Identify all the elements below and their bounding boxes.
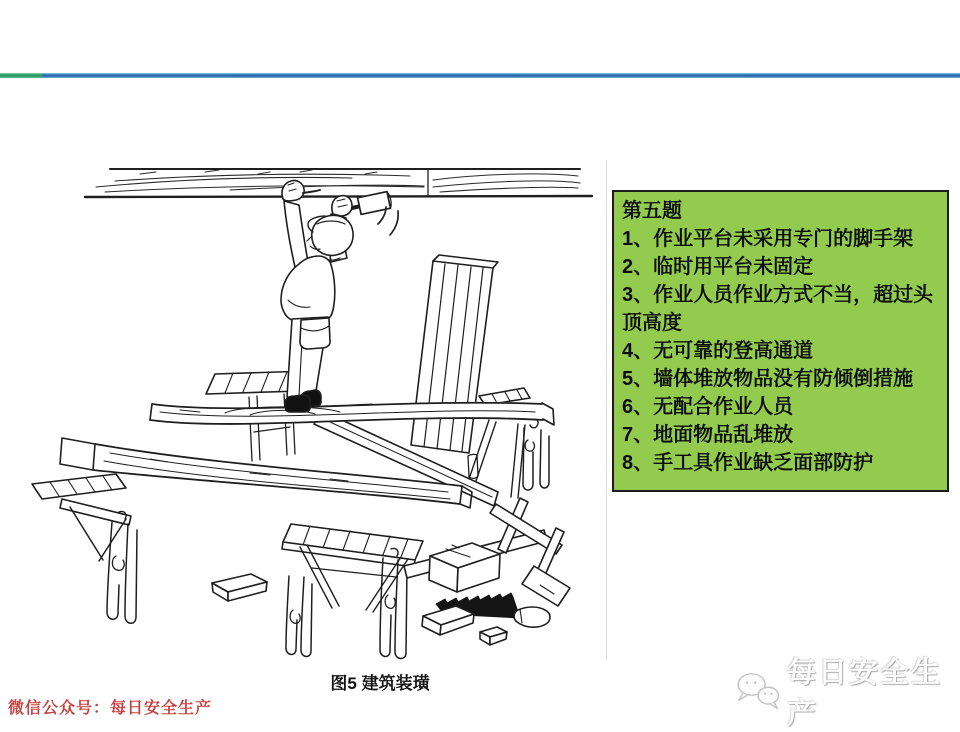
answer-box	[612, 190, 949, 492]
worker-pouch	[300, 318, 330, 349]
worker	[281, 180, 398, 412]
answer-item: 2、临时用平台未固定	[622, 256, 814, 278]
worker-shoe	[285, 395, 310, 412]
answer-item: 8、手工具作业缺乏面部防护	[622, 452, 874, 474]
watermark-text: 每日安全生产	[787, 657, 943, 730]
divider-blue-segment	[42, 73, 960, 78]
top-divider-line	[0, 73, 960, 78]
left-bench	[32, 474, 126, 499]
ceiling	[85, 169, 592, 197]
answer-item: 6、无配合作业人员	[622, 396, 794, 418]
answer-item: 3、作业人员作业方式不当，超过头顶高度	[622, 284, 934, 334]
motion-arcs	[378, 207, 398, 235]
worker-left-arm	[284, 201, 308, 267]
plane-box	[429, 543, 500, 592]
nail	[303, 190, 320, 193]
answer-item: 7、地面物品乱堆放	[622, 424, 794, 446]
answer-item: 1、作业平台未采用专门的脚手架	[622, 228, 914, 250]
saw-handle	[514, 607, 550, 627]
answer-box-title: 第五题	[622, 200, 682, 222]
main-plank	[150, 402, 554, 425]
worker-torso	[281, 256, 335, 322]
worker-head	[307, 215, 353, 255]
construction-illustration	[30, 140, 610, 680]
answer-item: 5、墙体堆放物品没有防倾倒措施	[622, 368, 914, 390]
divider-green-segment	[0, 73, 42, 78]
wechat-icon	[733, 669, 783, 713]
left-trestle	[60, 499, 137, 623]
wechat-account-footer: 微信公众号：每日安全生产	[8, 700, 213, 717]
center-bench	[282, 524, 423, 659]
answer-item: 4、无可靠的登高通道	[622, 340, 814, 362]
figure-caption: 图5 建筑装璜	[330, 674, 430, 693]
leaning-board	[411, 255, 498, 453]
lower-plank	[60, 438, 472, 508]
